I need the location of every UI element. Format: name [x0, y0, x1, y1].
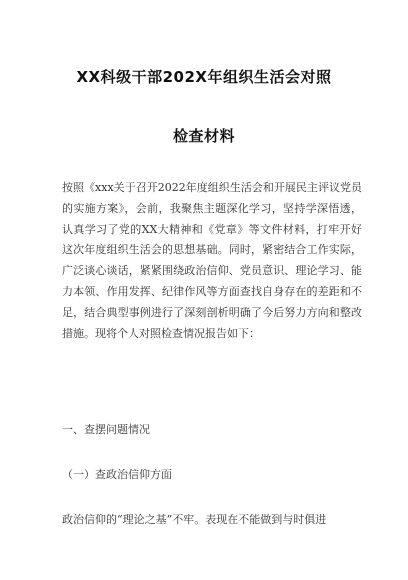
subsection-heading: （一）查政治信仰方面	[62, 468, 172, 481]
body-paragraph: 政治信仰的“理论之基”不牢。表现在不能做到与时俱进	[62, 513, 327, 526]
section-heading: 一、查摆问题情况	[62, 423, 150, 436]
document-title-line-2: 检查材料	[172, 127, 235, 145]
document-title-line-1: XX科级干部202X年组织生活会对照	[76, 68, 332, 86]
intro-paragraph: 按照《xxx关于召开2022年度组织生活会和开展民主评议党员的实施方案》，会前，我聚焦主题深化学习，坚持学深悟透，认真学习了党的XX大精神和《党章》等文件材料，打牢开好这次年度组织生活会的思想基础。同时，紧密结合工作实际，广泛谈心谈话，紧紧围绕政治信仰、党员意识、理论学习、能力本领、作用发挥、纪律作风等方面查找自身存在的差距和不足，结合典型事例进行了深刻剖析明确了今后努力方向和整改措施。现将个人对照检查情况报告如下：	[62, 181, 362, 340]
